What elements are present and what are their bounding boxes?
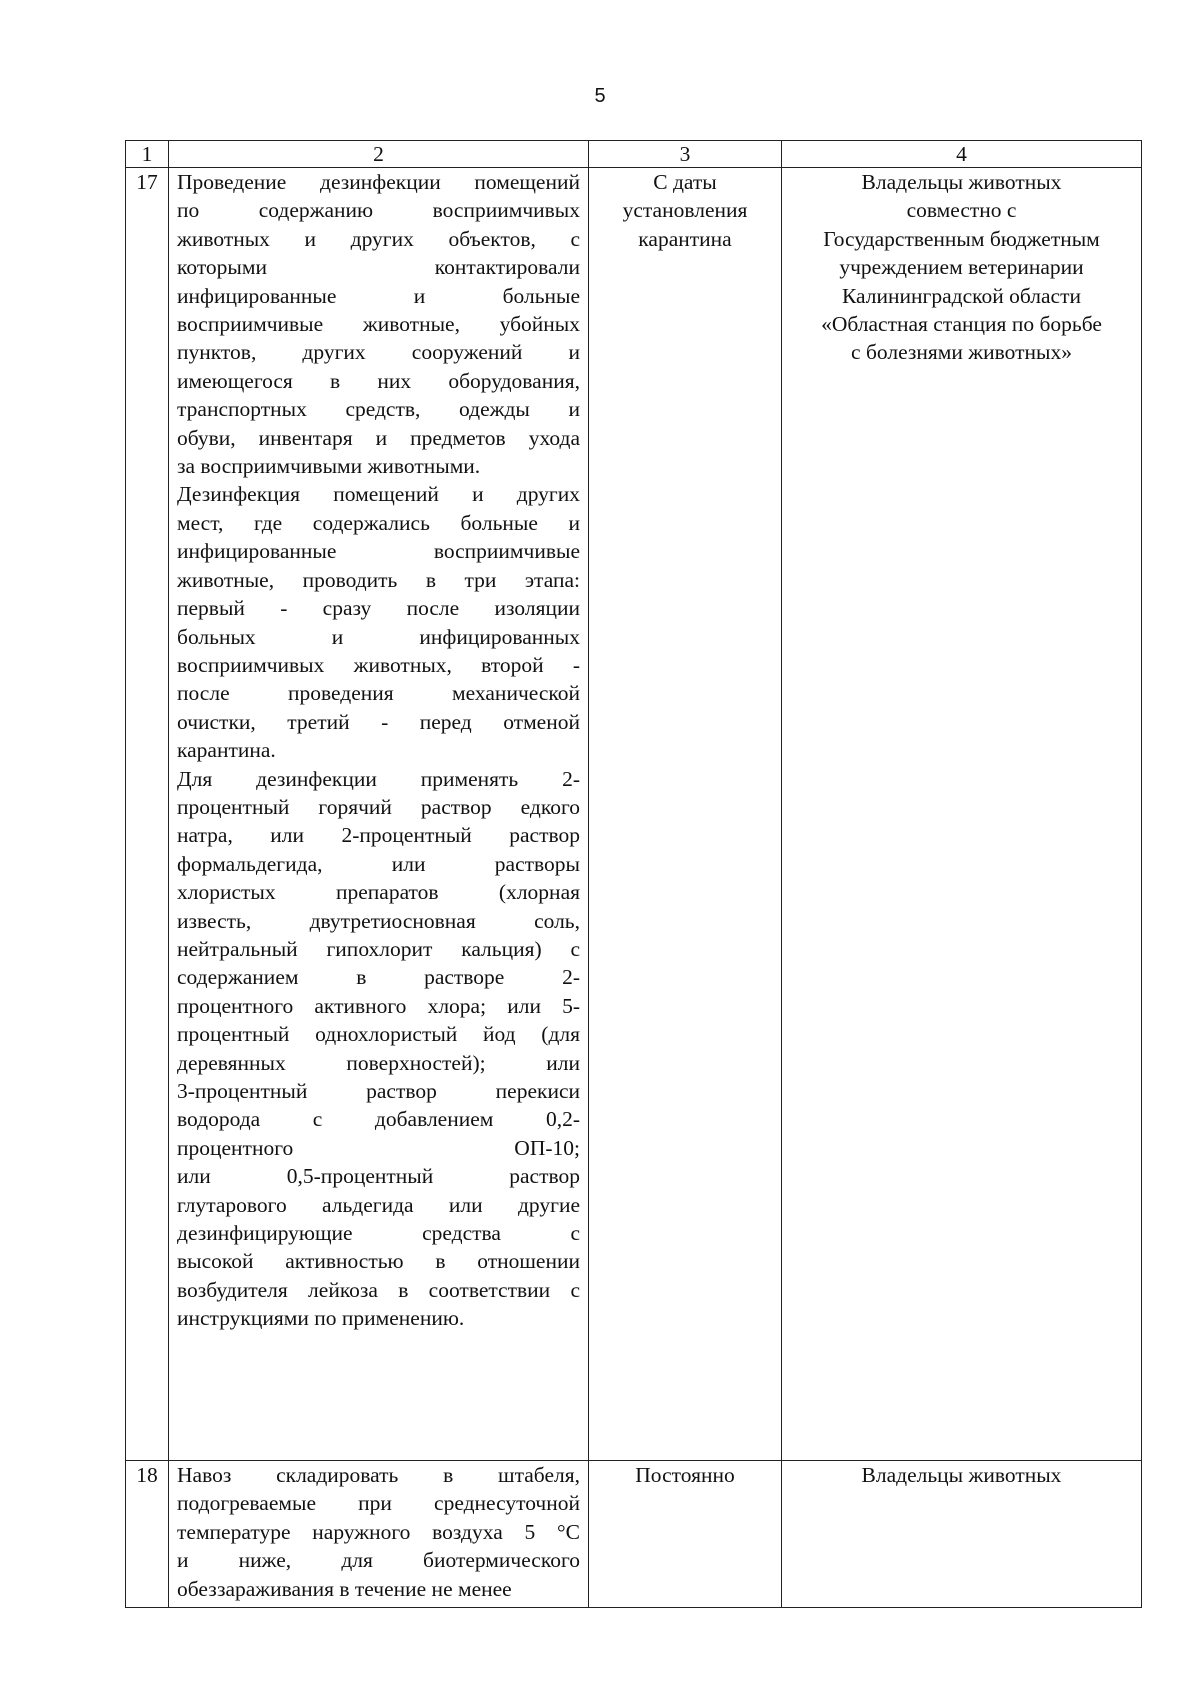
text-line: процентный однохлористый йод (для xyxy=(177,1022,580,1047)
text-line: Дезинфекция помещений и других xyxy=(177,482,580,507)
column-header-3: 3 xyxy=(589,141,782,168)
text-line: содержанием в растворе 2- xyxy=(177,965,580,990)
text-line: инфицированные восприимчивые xyxy=(177,539,580,564)
text-line: глутарового альдегида или другие xyxy=(177,1192,580,1217)
text-line: температуре наружного воздуха 5 °С xyxy=(177,1519,580,1544)
row-number: 18 xyxy=(126,1461,169,1608)
row-number: 17 xyxy=(126,168,169,1461)
text-line: формальдегида, или растворы xyxy=(177,851,580,876)
text-line: обеззараживания в течение не менее xyxy=(177,1576,512,1601)
term-line: карантина xyxy=(638,226,732,251)
page-number: 5 xyxy=(594,85,606,107)
text-line: процентного ОП-10; xyxy=(177,1135,580,1160)
text-line: или 0,5-процентный раствор xyxy=(177,1164,580,1189)
measures-table xyxy=(125,140,1142,1608)
text-line: имеющегося в них оборудования, xyxy=(177,368,580,393)
executor-line: Владельцы животных xyxy=(861,170,1062,194)
text-line: первый - сразу после изоляции xyxy=(177,596,580,621)
measure-executor xyxy=(782,168,1142,1461)
text-line: Навоз складировать в штабеля, xyxy=(177,1463,580,1487)
text-line: животных и других объектов, с xyxy=(177,226,580,251)
text-line: инструкциями по применению. xyxy=(177,1306,465,1331)
text-line: восприимчивые животные, убойных xyxy=(177,312,580,337)
table-row xyxy=(126,1461,1142,1608)
executor-line: с болезнями животных» xyxy=(851,340,1072,365)
measure-description xyxy=(169,168,589,1461)
text-line: процентный горячий раствор едкого xyxy=(177,794,580,819)
executor-line: совместно с xyxy=(906,198,1017,223)
text-line: карантина. xyxy=(177,738,276,763)
text-line: очистки, третий - перед отменой xyxy=(177,709,580,734)
executor-line: Калининградской области xyxy=(842,283,1081,308)
text-line: высокой активностью в отношении xyxy=(177,1249,580,1274)
text-line: обуви, инвентаря и предметов ухода xyxy=(177,425,580,450)
text-line: дезинфицирующие средства с xyxy=(177,1221,580,1246)
measure-term xyxy=(589,1461,782,1608)
text-line: хлористых препаратов (хлорная xyxy=(177,880,580,905)
text-line: после проведения механической xyxy=(177,681,580,706)
text-line: нейтральный гипохлорит кальция) с xyxy=(177,936,580,961)
text-line: за восприимчивыми животными. xyxy=(177,454,481,479)
measure-description xyxy=(169,1461,589,1608)
text-line: животные, проводить в три этапа: xyxy=(177,567,580,592)
term-line: С даты xyxy=(653,170,717,194)
measure-paragraph xyxy=(177,765,580,1333)
table-row xyxy=(126,168,1142,1461)
text-line: натра, или 2-процентный раствор xyxy=(177,823,580,848)
measure-paragraph xyxy=(177,1461,580,1603)
text-line: Для дезинфекции применять 2- xyxy=(177,766,580,791)
text-line: известь, двутретиосновная соль, xyxy=(177,908,580,933)
text-line: транспортных средств, одежды и xyxy=(177,397,580,422)
text-line: которыми контактировали xyxy=(177,255,580,280)
text-line: процентного активного хлора; или 5- xyxy=(177,993,580,1018)
executor-line: Владельцы животных xyxy=(861,1463,1062,1487)
measure-paragraph xyxy=(177,168,580,480)
text-line: мест, где содержались больные и xyxy=(177,510,580,535)
measure-paragraph xyxy=(177,480,580,764)
text-line: инфицированные и больные xyxy=(177,283,580,308)
text-line: деревянных поверхностей); или xyxy=(177,1050,580,1075)
text-line: Проведение дезинфекции помещений xyxy=(177,170,580,194)
header-row xyxy=(126,141,1142,168)
measure-term xyxy=(589,168,782,1461)
text-line: и ниже, для биотермического xyxy=(177,1548,580,1573)
column-header-1: 1 xyxy=(126,141,169,168)
measure-executor xyxy=(782,1461,1142,1608)
executor-line: Государственным бюджетным xyxy=(823,226,1100,251)
text-line: водорода с добавлением 0,2- xyxy=(177,1107,580,1132)
text-line: по содержанию восприимчивых xyxy=(177,198,580,223)
executor-line: учреждением ветеринарии xyxy=(839,255,1084,280)
text-line: пунктов, других сооружений и xyxy=(177,340,580,365)
text-line: больных и инфицированных xyxy=(177,624,580,649)
text-line: возбудителя лейкоза в соответствии с xyxy=(177,1277,580,1302)
term-line: Постоянно xyxy=(635,1463,735,1487)
text-line: 3-процентный раствор перекиси xyxy=(177,1079,580,1103)
text-line: подогреваемые при среднесуточной xyxy=(177,1491,580,1516)
column-header-4: 4 xyxy=(782,141,1142,168)
executor-line: «Областная станция по борьбе xyxy=(821,312,1102,337)
column-header-2: 2 xyxy=(169,141,589,168)
term-line: установления xyxy=(622,198,748,223)
text-line: восприимчивых животных, второй - xyxy=(177,652,580,677)
